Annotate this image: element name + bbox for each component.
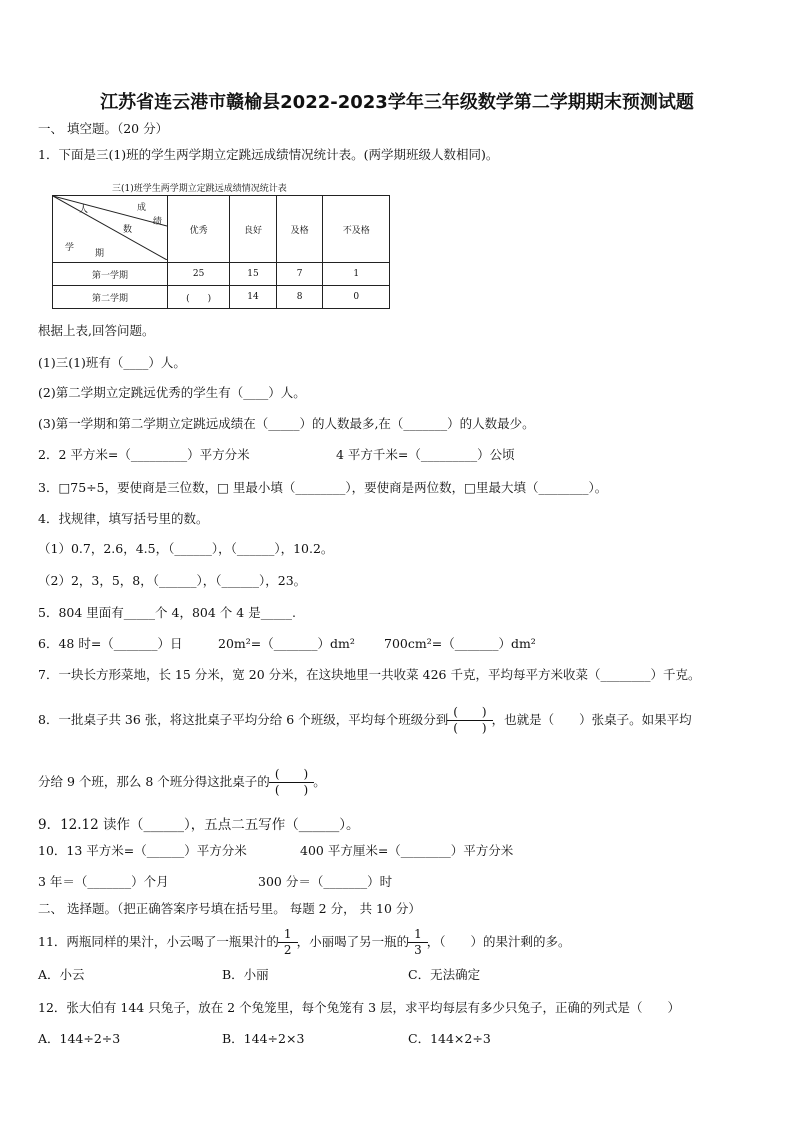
fraction-one-third <box>411 927 425 958</box>
corner-label: 绩 <box>153 217 163 227</box>
table-header-cell: 优秀 <box>168 196 230 263</box>
section-heading-fill-blank: 一、 填空题。（20 分） <box>38 121 169 136</box>
question-11-text: ，小丽喝了另一瓶的 <box>296 934 410 949</box>
fraction-denominator: ( ) <box>274 783 309 797</box>
fraction-numerator: ( ) <box>274 767 309 781</box>
question-3: 3．□75÷5，要使商是三位数，□ 里最小填（________），要使商是两位数，□里最大填（________）。 <box>38 480 608 495</box>
table-row-label: 第二学期 <box>53 286 168 309</box>
question-1-follow: 根据上表,回答问题。 <box>38 323 155 338</box>
table-cell: 1 <box>323 263 390 286</box>
question-1-sub-2: (2)第二学期立定跳远优秀的学生有（____）人。 <box>38 385 306 400</box>
question-11-stem <box>38 924 570 960</box>
corner-label: 数 <box>123 225 133 235</box>
question-2-b: 4 平方千米=（_________）公顷 <box>336 447 515 462</box>
question-1-stem: 1．下面是三(1)班的学生两学期立定跳远成绩情况统计表。(两学期班级人数相同)。 <box>38 147 499 162</box>
table-cell: 15 <box>230 263 277 286</box>
question-7: 7．一块长方形菜地，长 15 分米，宽 20 分米，在这块地里一共收菜 426 千克，平均每平方米收菜（________）千克。 <box>38 667 701 682</box>
table-corner-cell <box>53 196 168 263</box>
corner-label: 期 <box>95 249 105 259</box>
question-2-a: 2．2 平方米=（_________）平方分米 <box>38 447 250 462</box>
section-heading-multiple-choice: 二、 选择题。（把正确答案序号填在括号里。 每题 2 分， 共 10 分） <box>38 901 421 916</box>
fraction-blank <box>272 767 311 798</box>
table-cell: 25 <box>168 263 230 286</box>
question-11-option-b: B．小丽 <box>222 967 269 982</box>
question-10-c: 3 年＝（_______）个月 <box>38 874 169 889</box>
question-1-sub-3: (3)第一学期和第二学期立定跳远成绩在（_____）的人数最多,在（_______）的人数最少。 <box>38 416 535 431</box>
fraction-denominator: 3 <box>414 943 422 957</box>
table-row <box>53 286 390 309</box>
fraction-blank <box>450 705 489 736</box>
table-cell: 0 <box>323 286 390 309</box>
question-12-option-b: B．144÷2×3 <box>222 1031 305 1046</box>
table-cell: ( ) <box>168 286 230 309</box>
page-title: 江苏省连云港市赣榆县2022-2023学年三年级数学第二学期期末预测试题 <box>100 92 694 113</box>
statistics-table-image <box>52 181 396 303</box>
fraction-one-half <box>281 927 295 958</box>
table-cell: 7 <box>276 263 323 286</box>
corner-label: 人 <box>79 205 89 215</box>
question-5: 5．804 里面有_____个 4，804 个 4 是_____. <box>38 605 296 620</box>
question-12-option-a: A．144÷2÷3 <box>38 1031 121 1046</box>
corner-label: 学 <box>65 243 75 253</box>
question-4-stem: 4．找规律，填写括号里的数。 <box>38 511 209 526</box>
question-6-b: 20m²=（_______）dm² <box>218 636 355 651</box>
question-8-text: 8．一批桌子共 36 张，将这批桌子平均分给 6 个班级，平均每个班级分到 <box>38 712 449 727</box>
question-12-stem: 12．张大伯有 144 只兔子，放在 2 个兔笼里，每个兔笼有 3 层，求平均每层有多少只兔子，正确的列式是（ ） <box>38 1000 681 1015</box>
question-8-line-1 <box>38 700 692 740</box>
fraction-numerator: 1 <box>414 927 422 941</box>
question-9: 9．12.12 读作（______），五点二五写作（______）。 <box>38 817 360 833</box>
statistics-table <box>52 195 390 309</box>
fraction-denominator: 2 <box>283 943 292 957</box>
question-10-b: 400 平方厘米=（________）平方分米 <box>300 843 514 858</box>
table-caption: 三(1)班学生两学期立定跳远成绩情况统计表 <box>112 184 287 194</box>
question-10-d: 300 分＝（_______）时 <box>258 874 393 889</box>
table-cell: 8 <box>276 286 323 309</box>
table-header-cell: 及格 <box>276 196 323 263</box>
question-11-option-a: A．小云 <box>38 967 85 982</box>
table-header-cell: 不及格 <box>323 196 390 263</box>
fraction-numerator: ( ) <box>453 705 487 719</box>
question-6-c: 700cm²=（_______）dm² <box>384 636 536 651</box>
question-11-text: 11．两瓶同样的果汁，小云喝了一瓶果汁的 <box>38 934 279 949</box>
fraction-denominator: ( ) <box>453 721 487 735</box>
table-row <box>53 263 390 286</box>
fraction-numerator: 1 <box>283 927 292 941</box>
question-6-a: 6．48 时=（_______）日 <box>38 636 183 651</box>
table-row-label: 第一学期 <box>53 263 168 286</box>
question-12-option-c: C．144×2÷3 <box>408 1031 491 1046</box>
corner-label: 成 <box>137 203 147 213</box>
table-cell: 14 <box>230 286 277 309</box>
question-11-text: ，（ ）的果汁剩的多。 <box>426 934 571 949</box>
question-8-text: 分给 9 个班，那么 8 个班分得这批桌子的 <box>38 774 270 789</box>
question-10-a: 10．13 平方米=（______）平方分米 <box>38 843 247 858</box>
question-1-sub-1: (1)三(1)班有（____）人。 <box>38 355 186 370</box>
question-11-option-c: C．无法确定 <box>408 967 481 982</box>
table-header-cell: 良好 <box>230 196 277 263</box>
question-8-text: ，也就是（ ）张桌子。如果平均 <box>491 712 692 727</box>
question-4-sub-2: （2）2，3，5，8，（______），（______），23。 <box>38 573 307 588</box>
question-8-line-2 <box>38 762 326 802</box>
question-4-sub-1: （1）0.7，2.6，4.5，（______），（______），10.2。 <box>38 541 334 556</box>
question-8-text: 。 <box>313 774 326 789</box>
